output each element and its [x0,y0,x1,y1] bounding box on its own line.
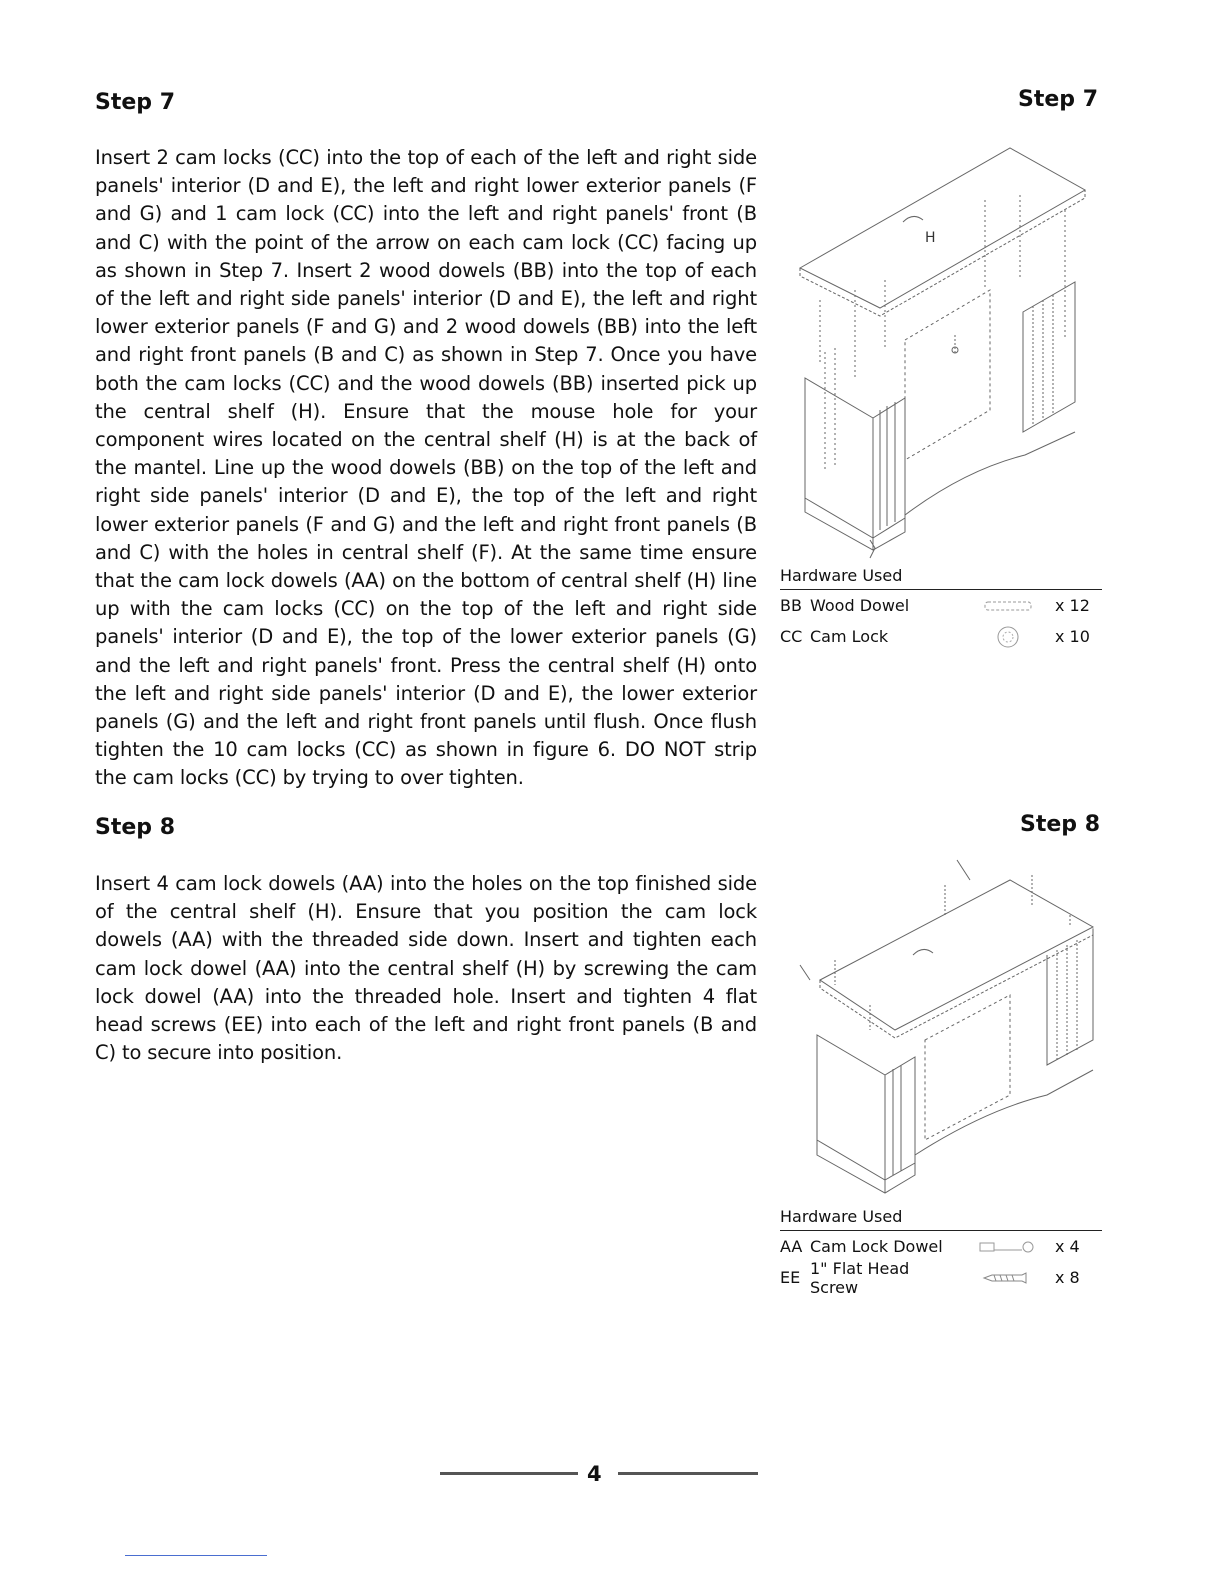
cam-lock-dowel-icon [960,1240,1055,1254]
step7-assembly-diagram [795,140,1095,560]
footer-rule-left [440,1472,578,1475]
hardware-code: BB [780,596,802,615]
step7-heading-left: Step 7 [95,90,175,115]
step7-hardware-table [780,566,1102,652]
hardware-qty: x 4 [1055,1237,1080,1256]
page-number: 4 [587,1462,602,1486]
step8-heading-right: Step 8 [1020,812,1100,837]
figure-label-h: H [925,230,936,246]
step7-heading-right: Step 7 [1018,87,1098,112]
step8-assembly-diagram [795,855,1095,1195]
hardware-row [780,590,1102,621]
step8-instructions: Insert 4 cam lock dowels (AA) into the holes on the top finished side of the central shelf (H). Ensure that you position the cam lock dowels (AA) with the threaded side down. Insert and tighten each cam lock dowel (AA) into the central shelf (H) by screwing the cam lock dowel (AA) into the threaded hole. Insert and tighten 4 flat head screws (EE) into each of the left and right front panels (B and C) to secure into position. [95,872,757,1065]
hardware-row [780,1231,1102,1262]
hardware-name: Wood Dowel [810,596,910,615]
hardware-qty: x 10 [1055,627,1090,646]
hardware-qty: x 12 [1055,596,1090,615]
wood-dowel-icon [960,600,1055,612]
footer-rule-right [618,1472,758,1475]
hardware-used-title: Hardware Used [780,566,1102,590]
hardware-code: EE [780,1268,801,1287]
hardware-name: Cam Lock Dowel [810,1237,943,1256]
step8-heading-left: Step 8 [95,815,175,840]
hardware-qty: x 8 [1055,1268,1080,1287]
hardware-row [780,1258,1102,1297]
step8-hardware-table [780,1207,1102,1297]
hardware-code: AA [780,1237,803,1256]
hardware-row [780,621,1102,652]
hardware-name: Cam Lock [810,627,889,646]
hardware-name: 1" Flat Head Screw [810,1258,910,1297]
hardware-code: CC [780,627,803,646]
step7-instructions: Insert 2 cam locks (CC) into the top of each of the left and right side panels' interior (D and E), the left and right lower exterior panels (F and G) and 1 cam lock (CC) into the left and right panels' front (B and C) with the point of the arrow on each cam lock (CC) facing up as shown in Step 7. Insert 2 wood dowels (BB) into the top of each of the left and right side panels' interior (D and E), the left and right lower exterior panels (F and G) and 2 wood dowels (BB) into the left and right front panels (B and C) as shown in Step 7. Once you have both the cam locks (CC) and the wood dowels (BB) inserted pick up the central shelf (H). Ensure that the mouse hole for your component wires located on the central shelf (H) is at the back of the mantel. Line up the wood dowels (BB) on the top of the left and right side panels' interior (D and E), the top of the left and right lower exterior panels (F and G) and the left and right front panels (B and C) with the holes in central shelf (F). At the same time ensure that the cam lock dowels (AA) on the bottom of central shelf (H) line up with the cam locks (CC) on the top of the left and right side panels' interior (D and E), the top of the lower exterior panels (G) and the left and right panels' front. Press the central shelf (H) onto the left and right side panels' interior (D and E), the lower exterior panels (G) and the left and right front panels until flush. Once flush tighten the 10 cam locks (CC) as shown in figure 6. DO NOT strip the cam locks (CC) by trying to over tighten. [95,146,757,790]
footer-link-line [125,1555,267,1556]
flat-head-screw-icon [960,1272,1055,1284]
cam-lock-icon [960,625,1055,649]
hardware-used-title: Hardware Used [780,1207,1102,1231]
